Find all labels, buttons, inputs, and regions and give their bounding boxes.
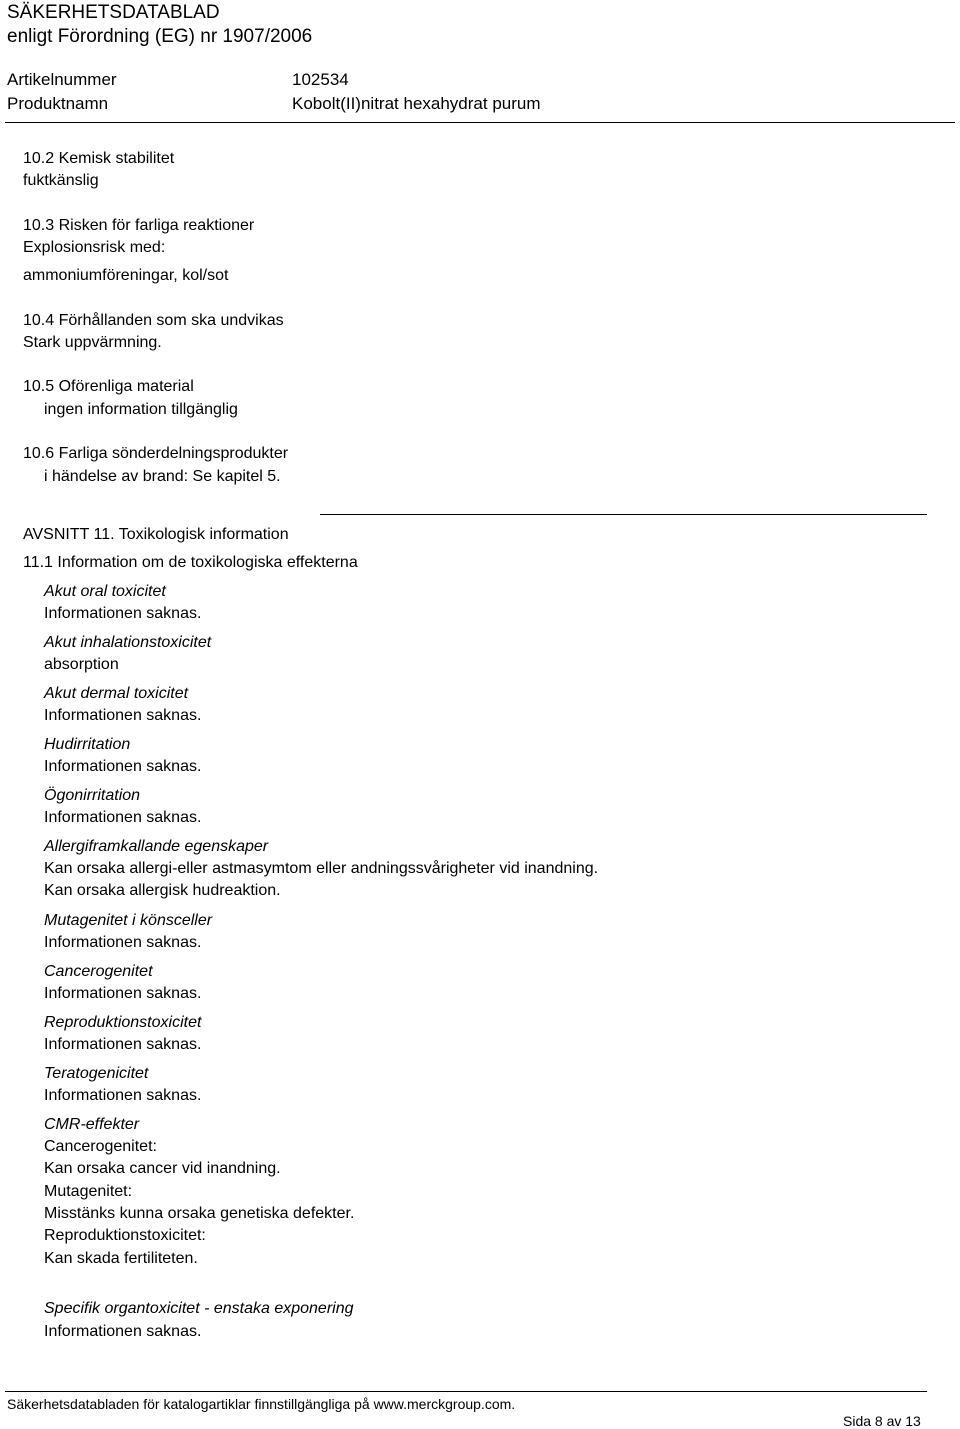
s10-3-text2: ammoniumföreningar, kol/sot [23, 267, 229, 284]
acute-inhalation-value: absorption [44, 656, 119, 673]
product-name-value: Kobolt(II)nitrat hexahydrat purum [292, 94, 541, 113]
section-11-heading: AVSNITT 11. Toxikologisk information [23, 526, 289, 543]
s10-4-text: Stark uppvärmning. [23, 334, 162, 351]
stot-single-value: Informationen saknas. [44, 1323, 202, 1340]
s10-5-heading: 10.5 Oförenliga material [23, 378, 194, 395]
page-number: Sida 8 av 13 [843, 1413, 921, 1429]
acute-dermal-label: Akut dermal toxicitet [44, 685, 189, 702]
carcinogenicity-value: Informationen saknas. [44, 985, 202, 1002]
mutagenicity-value: Informationen saknas. [44, 934, 202, 951]
cmr-label: CMR-effekter [44, 1116, 140, 1133]
s10-6-heading: 10.6 Farliga sönderdelningsprodukter [23, 445, 289, 462]
regulation-line: enligt Förordning (EG) nr 1907/2006 [7, 26, 313, 47]
cmr-line-4: Misstänks kunna orsaka genetiska defekter. [44, 1205, 355, 1222]
teratogenicity-label: Teratogenicitet [44, 1065, 149, 1082]
sensitisation-label: Allergiframkallande egenskaper [44, 838, 269, 855]
cmr-line-2: Kan orsaka cancer vid inandning. [44, 1160, 281, 1177]
article-number-label: Artikelnummer [7, 70, 117, 89]
cmr-line-1: Cancerogenitet: [44, 1138, 157, 1155]
reproductive-toxicity-value: Informationen saknas. [44, 1036, 202, 1053]
eye-irritation-value: Informationen saknas. [44, 809, 202, 826]
s10-2-text: fuktkänslig [23, 172, 99, 189]
s10-5-text: ingen information tillgänglig [44, 401, 238, 418]
teratogenicity-value: Informationen saknas. [44, 1087, 202, 1104]
section-11-1-heading: 11.1 Information om de toxikologiska effekterna [23, 554, 358, 571]
footer-divider [5, 1391, 927, 1392]
stot-single-label: Specifik organtoxicitet - enstaka exponering [44, 1300, 354, 1317]
skin-irritation-label: Hudirritation [44, 736, 131, 753]
cmr-line-6: Kan skada fertiliteten. [44, 1250, 198, 1267]
s10-2-heading: 10.2 Kemisk stabilitet [23, 150, 175, 167]
sensitisation-value-1: Kan orsaka allergi-eller astmasymtom eller andningssvårigheter vid inandning. [44, 860, 599, 877]
cmr-line-3: Mutagenitet: [44, 1183, 133, 1200]
s10-6-text: i händelse av brand: Se kapitel 5. [44, 468, 281, 485]
cmr-line-5: Reproduktionstoxicitet: [44, 1227, 206, 1244]
skin-irritation-value: Informationen saknas. [44, 758, 202, 775]
acute-oral-label: Akut oral toxicitet [44, 583, 166, 600]
header-divider [5, 122, 955, 123]
sensitisation-value-2: Kan orsaka allergisk hudreaktion. [44, 882, 281, 899]
article-number-value: 102534 [292, 70, 349, 89]
s10-3-heading: 10.3 Risken för farliga reaktioner [23, 217, 255, 234]
section-11-divider [320, 514, 927, 515]
document-title: SÄKERHETSDATABLAD [7, 2, 220, 23]
acute-inhalation-label: Akut inhalationstoxicitet [44, 634, 212, 651]
s10-3-text1: Explosionsrisk med: [23, 239, 166, 256]
s10-4-heading: 10.4 Förhållanden som ska undvikas [23, 312, 284, 329]
acute-oral-value: Informationen saknas. [44, 605, 202, 622]
eye-irritation-label: Ögonirritation [44, 787, 141, 804]
reproductive-toxicity-label: Reproduktionstoxicitet [44, 1014, 202, 1031]
acute-dermal-value: Informationen saknas. [44, 707, 202, 724]
footer-text: Säkerhetsdatabladen för katalogartiklar finnstillgängliga på www.merckgroup.com. [7, 1396, 516, 1412]
carcinogenicity-label: Cancerogenitet [44, 963, 153, 980]
mutagenicity-label: Mutagenitet i könsceller [44, 912, 213, 929]
product-name-label: Produktnamn [7, 94, 109, 113]
